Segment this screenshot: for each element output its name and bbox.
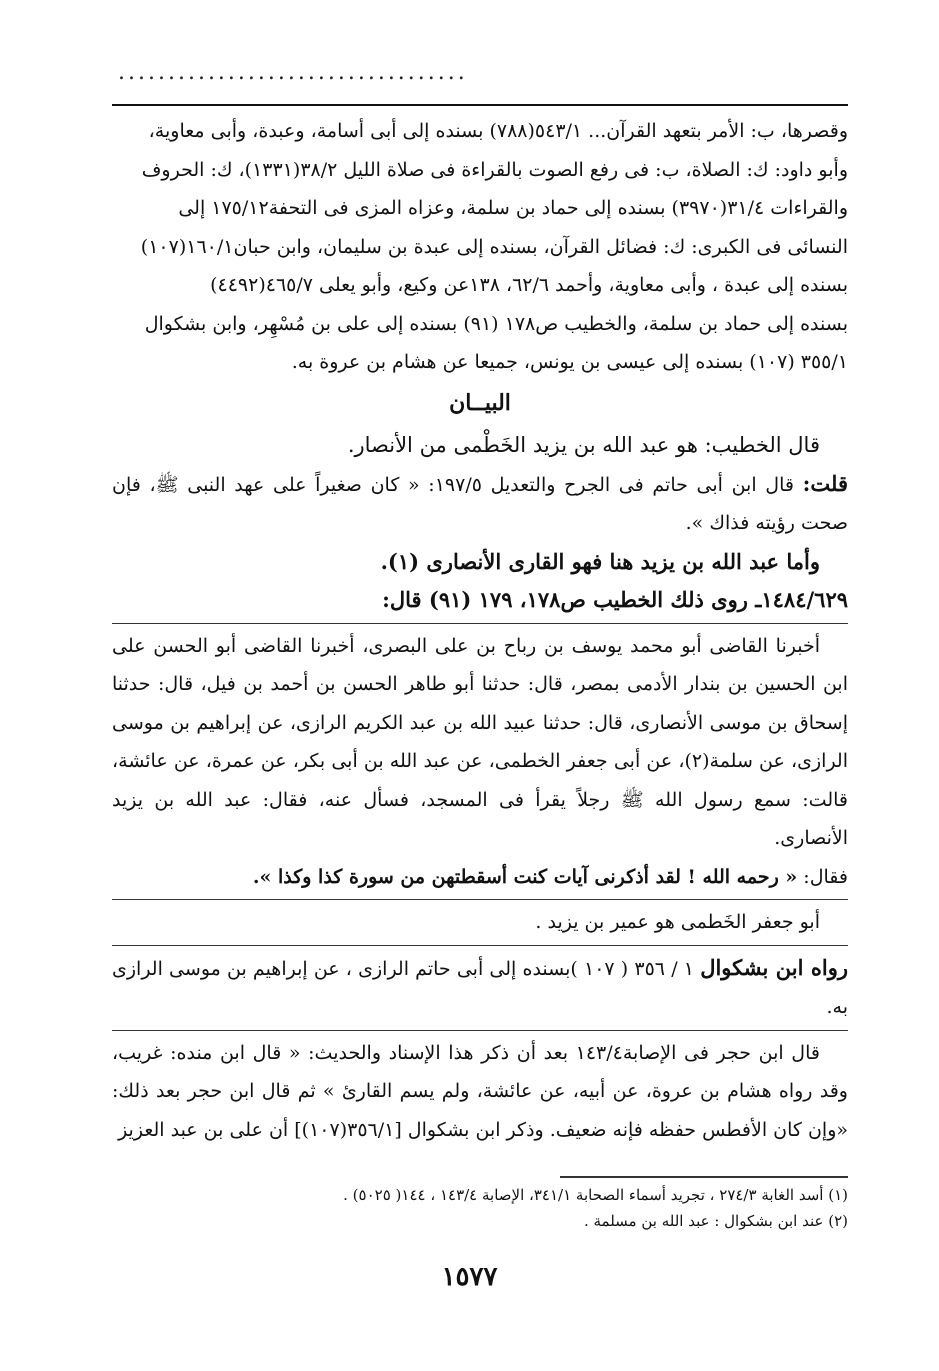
hadith-heading: ١٤٨٤/٦٢٩ـ روى ذلك الخطيب ص١٧٨، ١٧٩ (٩١) قال: bbox=[382, 587, 848, 612]
qultu-label: قلت: bbox=[802, 470, 848, 496]
citation-line: وقصرها، ب: الأمر بتعهد القرآن... ٥٤٣/١(٧٨٨) بسنده إلى أبى أسامة، وعبدة، وأبى معاوية، bbox=[148, 120, 848, 142]
page-number: ١٥٧٧ bbox=[441, 1262, 498, 1292]
abu-jafar-note: أبو جعفر الخَطمى هو عمير بن يزيد . bbox=[535, 911, 820, 933]
amma-statement: وأما عبد الله بن يزيد هنا فهو القارى الأنصارى (١). bbox=[380, 548, 820, 574]
separator-rule bbox=[112, 945, 848, 946]
citation-line: بسنده إلى حماد بن سلمة، والخطيب ص١٧٨ (٩١) بسنده إلى على بن مُسْهِر، وابن بشكوال bbox=[144, 312, 848, 335]
ibn-hajar-paragraph: قال ابن حجر فى الإصابة١٤٣/٤ بعد أن ذكر هذا الإسناد والحديث: « قال ابن منده: غريب، وقد رواه هشام بن عروة، عن أبيه، عن عائشة، ولم يسم القارئ » ثم قال ابن حجر بعد ذلك: «وإن كان الأفطس حفظه فإنه ضعيف. وذكر ابن بشكوال [٣٥٦/١(١٠٧)] أن على بن عبد العزيز bbox=[112, 1041, 848, 1141]
footnote-rule bbox=[560, 1176, 848, 1178]
footnotes bbox=[112, 1182, 848, 1234]
fa-qala-line bbox=[112, 858, 848, 897]
separator-rule bbox=[112, 1030, 848, 1031]
citation-line: وأبو داود: ك: الصلاة، ب: فى رفع الصوت بالقراءة فى صلاة الليل ٣٨/٢(١٣٣١)، ك: الحروف bbox=[141, 158, 848, 181]
citation-line: ٣٥٥/١ (١٠٧) بسنده إلى عيسى بن يونس، جميعا عن هشام بن عروة به. bbox=[291, 351, 848, 373]
fa-qala-prefix: فقال: bbox=[803, 865, 848, 888]
citation-line: والقراءات ٣١/٤(٣٩٧٠) بسنده إلى حماد بن سلمة، وعزاه المزى فى التحفة١٧٥/١٢ إلى bbox=[178, 197, 848, 219]
header-rule bbox=[112, 104, 848, 106]
khatib-statement: قال الخطيب: هو عبد الله بن يزيد الخَطْمى من الأنصار. bbox=[347, 433, 820, 457]
qultu-paragraph bbox=[112, 465, 848, 543]
qultu-text: قال ابن أبى حاتم فى الجرح والتعديل ١٩٧/٥: « كان صغيراً على عهد النبى ﷺ، فإن صحت رؤيته فذاك ». bbox=[112, 473, 848, 534]
fa-qala-quote: « رحمه الله ! لقد أذكرنى آيات كنت أسقطتهن من سورة كذا وكذا ». bbox=[252, 865, 798, 888]
footnote-item: (١) أسد الغابة ٢٧٤/٣ ، تجريد أسماء الصحابة ٣٤١/١، الإصابة ١٤٣/٤ ، ١٤٤( ٥٠٢٥) . bbox=[343, 1186, 848, 1204]
separator-rule bbox=[112, 899, 848, 900]
footnote-item: (٢) عند ابن بشكوال : عبد الله بن مسلمة . bbox=[583, 1212, 848, 1230]
header-dots: ................................... bbox=[118, 62, 468, 84]
rawahu-text: ١ / ٣٥٦ ( ١٠٧ )بسنده إلى أبى حاتم الرازى ، عن إبراهيم بن موسى الرازى به. bbox=[112, 957, 848, 1018]
rawahu-label: رواه ابن بشكوال bbox=[700, 954, 848, 980]
rawahu-paragraph bbox=[112, 949, 848, 1027]
section-title: البيــان bbox=[449, 389, 511, 416]
citation-line: النسائى فى الكبرى: ك: فضائل القرآن، بسنده إلى عبدة بن سليمان، وابن حبان١٦٠/١(١٠٧) bbox=[140, 235, 848, 258]
main-content bbox=[112, 112, 848, 1149]
hadith-text: أخبرنا القاضى أبو محمد يوسف بن رباح بن على البصرى، أخبرنا القاضى أبو الحسن على ابن الحسين بن بندار الأدمى بمصر، قال: حدثنا أبو طاهر الحسن بن أحمد بن فيل، قال: حدثنا إسحاق بن موسى الأنصارى، قال: حدثنا عبيد الله بن عبد الكريم الرازى، عن إبراهيم بن موسى الرازى، عن سلمة(٢)، عن أبى جعفر الخطمى، عن عبد الله بن أبى بكر، عن عمرة، عن عائشة، قالت: سمع رسول الله ﷺ رجلاً يقرأ فى المسجد، فسأل عنه، فقال: عبد الله بن يزيد الأنصارى. bbox=[112, 634, 849, 849]
citation-line: بسنده إلى عبدة ، وأبى معاوية، وأحمد ٦٢/٦، ١٣٨عن وكيع، وأبو يعلى ٤٦٥/٧(٤٤٩٢) bbox=[210, 274, 848, 296]
hadith-rule bbox=[112, 623, 848, 624]
